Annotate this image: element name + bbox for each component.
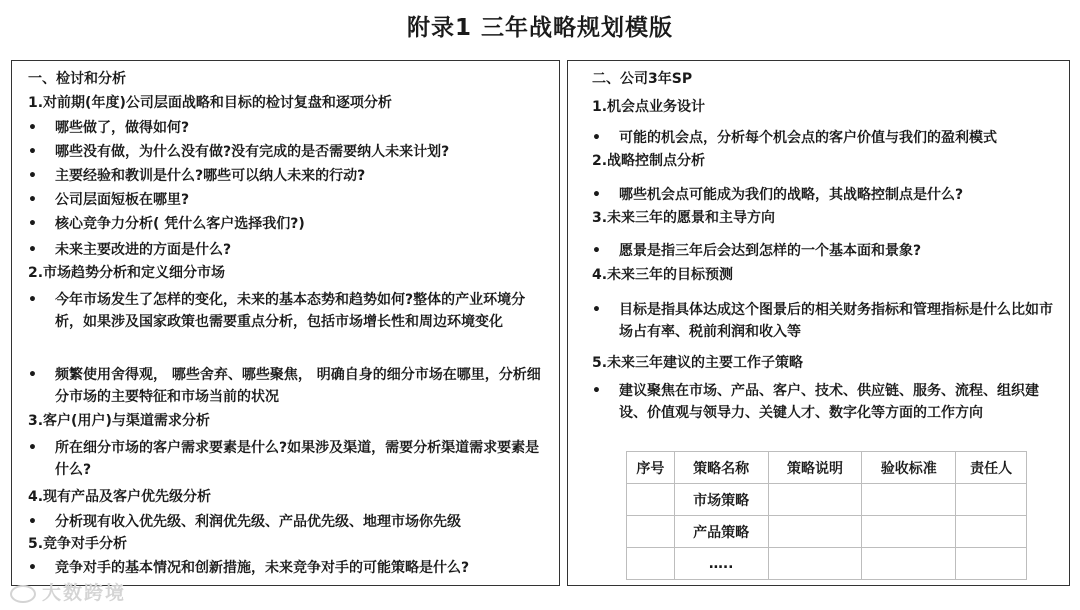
table-cell: ….. <box>674 548 768 580</box>
bullet-icon: • <box>592 383 601 399</box>
left-bullet-11: • 竞争对手的基本情况和创新措施，未来竞争对手的可能策略是什么? <box>28 557 553 579</box>
bullet-icon: • <box>28 168 37 184</box>
strategy-table <box>626 451 1027 580</box>
table-cell: 产品策略 <box>674 516 768 548</box>
header-cell: 策略说明 <box>768 452 862 484</box>
bullet-icon: • <box>28 440 37 456</box>
right-bullet-1: • 可能的机会点，分析每个机会点的客户价值与我们的盈利模式 <box>592 127 1062 149</box>
left-bullet-3: • 主要经验和教训是什么?哪些可以纳人未来的行动? <box>28 165 553 187</box>
left-bullet-1: • 哪些做了，做得如何? <box>28 117 553 139</box>
table-cell <box>627 484 675 516</box>
left-bullet-2: • 哪些没有做，为什么没有做?没有完成的是否需要纳人未来计划? <box>28 141 553 163</box>
bullet-icon: • <box>28 216 37 232</box>
left-heading-3: 3.客户(用户)与渠道需求分析 <box>28 413 210 429</box>
bullet-icon: • <box>28 560 37 576</box>
bullet-icon: • <box>28 242 37 258</box>
bullet-icon: • <box>592 302 601 318</box>
table-row <box>627 548 1027 580</box>
table-cell <box>862 516 956 548</box>
bullet-icon: • <box>28 292 37 308</box>
left-bullet-4: • 公司层面短板在哪里? <box>28 189 553 211</box>
table-cell <box>627 516 675 548</box>
bullet-icon: • <box>28 514 37 530</box>
watermark-text: 大数跨境 <box>42 582 127 604</box>
bullet-icon: • <box>28 120 37 136</box>
bullet-icon: • <box>28 144 37 160</box>
left-heading-1: 1.对前期(年度)公司层面战略和目标的检讨复盘和逐项分析 <box>28 95 392 111</box>
table-cell <box>768 548 862 580</box>
right-bullet-2: • 哪些机会点可能成为我们的战略，其战略控制点是什么? <box>592 184 1062 206</box>
right-bullet-4: • 目标是指具体达成这个图景后的相关财务指标和管理指标是什么比如市场占有率、税前利润和收入等 <box>592 299 1062 343</box>
left-bullet-5: • 核心竞争力分析( 凭什么客户选择我们?) <box>28 213 553 235</box>
left-bullet-7: • 今年市场发生了怎样的变化，未来的基本态势和趋势如何?整体的产业环境分析，如果涉及国家政策也需要重点分析，包括市场增长性和周边环境变化 <box>28 289 553 333</box>
bullet-icon: • <box>592 187 601 203</box>
header-cell: 责任人 <box>956 452 1027 484</box>
left-bullet-6: • 未来主要改进的方面是什么? <box>28 239 553 261</box>
table-cell <box>862 484 956 516</box>
table-row <box>627 516 1027 548</box>
left-bullet-9: • 所在细分市场的客户需求要素是什么?如果涉及渠道，需要分析渠道需求要素是什么? <box>28 437 553 481</box>
table-cell <box>956 516 1027 548</box>
page-title: 附录1 三年战略规划模版 <box>406 15 673 41</box>
table-cell <box>956 548 1027 580</box>
table-cell <box>768 516 862 548</box>
header-cell: 策略名称 <box>674 452 768 484</box>
left-bullet-10: • 分析现有收入优先级、利润优先级、产品优先级、地理市场你先级 <box>28 511 553 533</box>
watermark-logo-icon <box>10 585 36 603</box>
header-cell: 验收标准 <box>862 452 956 484</box>
right-heading-4: 4.未来三年的目标预测 <box>592 267 734 283</box>
bullet-icon: • <box>28 367 37 383</box>
bullet-icon: • <box>592 243 601 259</box>
header-cell: 序号 <box>627 452 675 484</box>
left-section-title: 一、检讨和分析 <box>28 71 126 87</box>
table-cell <box>627 548 675 580</box>
table-header-row <box>627 452 1027 484</box>
table-cell <box>862 548 956 580</box>
right-bullet-5: • 建议聚焦在市场、产品、客户、技术、供应链、服务、流程、组织建设、价值观与领导力、关键人才、数字化等方面的工作方向 <box>592 380 1062 424</box>
right-heading-1: 1.机会点业务设计 <box>592 99 706 115</box>
table-cell <box>956 484 1027 516</box>
right-bullet-3: • 愿景是指三年后会达到怎样的一个基本面和景象? <box>592 240 1062 262</box>
right-heading-5: 5.未来三年建议的主要工作子策略 <box>592 355 804 371</box>
watermark <box>10 578 126 605</box>
bullet-icon: • <box>592 130 601 146</box>
left-heading-4: 4.现有产品及客户优先级分析 <box>28 489 212 505</box>
bullet-icon: • <box>28 192 37 208</box>
right-section-title: 二、公司3年SP <box>592 71 693 87</box>
left-bullet-8: • 频繁使用舍得观， 哪些舍弃、哪些聚焦， 明确自身的细分市场在哪里，分析细分市场的主要特征和市场当前的状况 <box>28 364 553 408</box>
right-heading-3: 3.未来三年的愿景和主导方向 <box>592 210 776 226</box>
left-heading-5: 5.竞争对手分析 <box>28 536 128 552</box>
table-cell <box>768 484 862 516</box>
left-heading-2: 2.市场趋势分析和定义细分市场 <box>28 265 226 281</box>
table-row <box>627 484 1027 516</box>
right-heading-2: 2.战略控制点分析 <box>592 153 706 169</box>
table-cell: 市场策略 <box>674 484 768 516</box>
